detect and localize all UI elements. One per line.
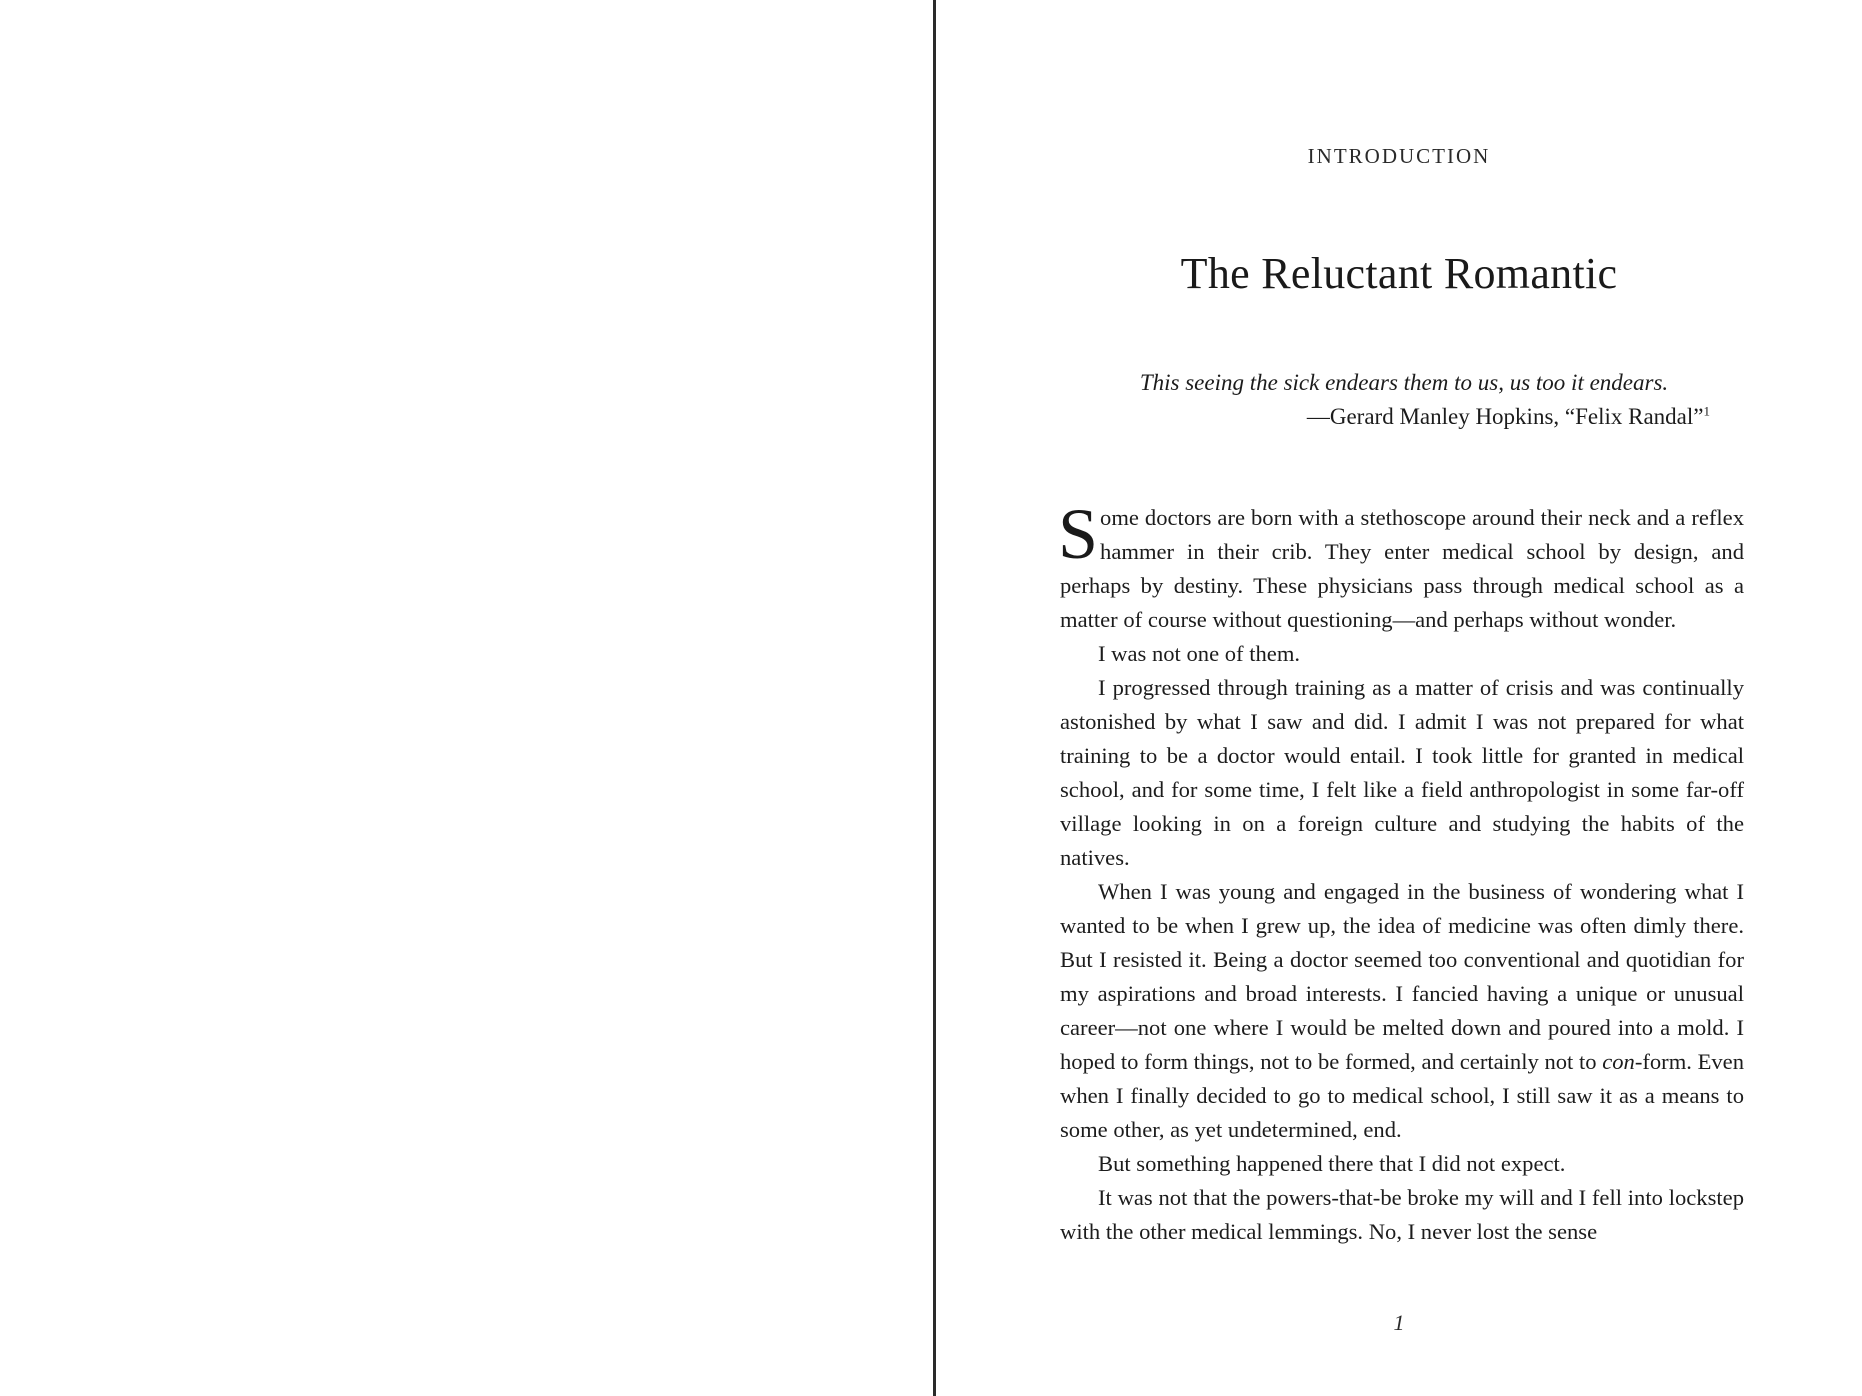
chapter-label: INTRODUCTION (1307, 144, 1491, 168)
chapter-title: The Reluctant Romantic (1180, 249, 1618, 298)
page-number: 1 (1393, 1310, 1405, 1335)
paragraph-5: But something happened there that I did not expect. (1098, 1151, 1566, 1176)
paragraph-2: I was not one of them. (1098, 641, 1301, 666)
epigraph-attribution (1307, 400, 1710, 434)
paragraph-4-text-a: When I was young and engaged in the business of wondering what I wanted to be when I grew up, the idea of medicine was often dimly there. But I resisted it. Being a doctor seemed too conventional and quotidian for my aspirations and broad interests. I fancied having a unique or unusual career—not one where I would be melted down and poured into a mold. I hoped to form things, not to be formed, and certainly not to (1060, 879, 1744, 1074)
epigraph-attribution-text: —Gerard Manley Hopkins, “Felix Randal” (1306, 404, 1704, 429)
paragraph-1-text: ome doctors are born with a stethoscope around their neck and a reflex hammer in their crib. They enter medical school by design, and perhaps by destiny. These physicians pass through medical school as a matter of course without questioning—and perhaps without wonder. (1060, 505, 1744, 632)
right-page (936, 0, 1862, 1396)
paragraph-3: I progressed through training as a matter of crisis and was continually astonished by what I saw and did. I admit I was not prepared for what training to be a doctor would entail. I took little for granted in medical school, and for some time, I felt like a field anthropologist in some far-off village looking in on a foreign culture and studying the habits of the natives. (1060, 675, 1744, 870)
epigraph (936, 366, 1862, 429)
paragraph-1 (1058, 494, 1744, 637)
footnote-marker[interactable]: 1 (1703, 403, 1710, 419)
paragraph-6: It was not that the powers-that-be broke my will and I fell into lockstep with the other medical lemmings. No, I never lost the sense (1060, 1185, 1744, 1244)
paragraph-4-emphasis: con (1602, 1049, 1635, 1074)
epigraph-quote: This seeing the sick endears them to us, us too it endears. (1139, 370, 1669, 395)
drop-cap: S (1058, 494, 1099, 574)
paragraph-4 (1060, 875, 1744, 1147)
paragraph-4-text-b: -form. Even when I finally decided to go to medical school, I still saw it as a means to some other, as yet undetermined, end. (1060, 1049, 1744, 1142)
body-text (1058, 494, 1744, 1249)
